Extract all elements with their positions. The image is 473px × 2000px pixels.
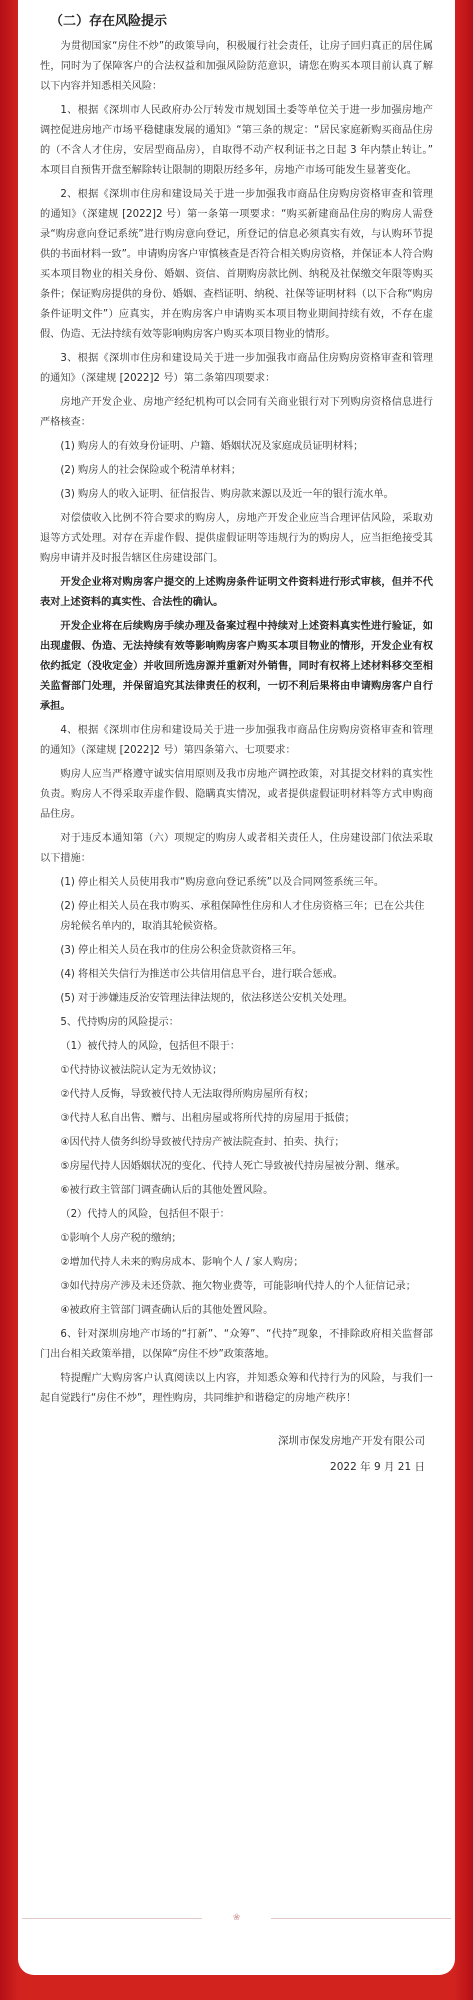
section-heading: （二）存在风险提示 [50,14,168,29]
list-item: ③代持人私自出售、赠与、出租房屋或将所代持的房屋用于抵债； [60,1113,355,1124]
notice-date: 2022 年 9 月 21 日 [330,1461,425,1473]
paragraph-honesty: 购房人应当严格遵守诚实信用原则及我市房地产调控政策，对其提交材料的真实性负责。购房人不得采取弄虚作假、隐瞒真实情况，或者提供虚假证明材料等方式申购商品住房。 [40,769,433,820]
paragraph-item-2: 2、根据《深圳市住房和建设局关于进一步加强我市商品住房购房资格审查和管理的通知》（深建规 [2022]2 号）第一条第一项要求：“购买新建商品住房的购房人需登录“购房意向登记系统”进行购房意向登记，所登记的信息必须真实有效，与认购环节提供的书面材料一致”。申请购房客户审慎核查是否符合相关购房资格，并保证本人符合购买本项目物业的相关身份、婚姻、资信、首期购房款比例、纳税及社保缴交年限等购买条件；保证购房提供的身份、婚姻、查档证明、纳税、社保等证明材料（以下合称“购房条件证明文件”）应真实，并在购房客户申请购买本项目物业期间持续有效，不存在虚假、伪造、无法持续有效等影响购房客户购买本项目物业的情形。 [40,189,433,340]
list-item: ④因代持人债务纠纷导致被代持房产被法院查封、拍卖、执行； [60,1137,345,1148]
paragraph-item-6: 6、针对深圳房地产市场的“打新”、“众筹”、“代持”现象，不排除政府相关监督部门出台相关政策举措，以保障“房住不炒”政策落地。 [40,1329,433,1360]
footer-divider [22,1913,451,1923]
paragraph-debt-ratio: 对偿债收入比例不符合要求的购房人，房地产开发企业应当合理评估风险，采取劝退等方式处理。对存在弄虚作假、提供虚假证明等违规行为的购房人，应当拒绝接受其购房申请并及时报告辖区住房建设部门。 [40,513,433,564]
list-item: 5、代持购房的风险提示： [60,1017,179,1028]
list-item: ④被政府主管部门调查确认后的其他处置风险。 [60,1305,274,1316]
paragraph-measures: 对于违反本通知第（六）项规定的购房人或者相关责任人，住房建设部门依法采取以下措施： [40,833,433,864]
list-item: ①影响个人房产税的缴纳； [60,1233,182,1244]
list-item: (3) 停止相关人员在我市的住房公积金贷款资格三年。 [60,945,303,956]
paragraph-verification: 开发企业将在后续购房手续办理及备案过程中持续对上述资料真实性进行验证，如出现虚假、伪造、无法持续有效等影响购房客户购买本项目物业的情形，开发企业有权依约抵定（没收定金）并收回所选房源并重新对外销售，同时有权将上述材料移交至相关监督部门处理，并保留追究其法律责任的权利，一切不利后果将由申请购房客户自行承担。 [40,621,433,712]
list-item: ①代持协议被法院认定为无效协议； [60,1065,223,1076]
list-item: (1) 停止相关人员使用我市“购房意向登记系统”以及合同网签系统三年。 [60,877,385,888]
list-item: (5) 对于涉嫌违反治安管理法律法规的，依法移送公安机关处理。 [60,993,354,1004]
paragraph-intro: 为贯彻国家“房住不炒”的政策导向，积极履行社会责任，让房子回归真正的居住属性，同时为了保障客户的合法权益和加强风险防范意识，请您在购买本项目前认真了解以下内容并知悉相关风险： [40,41,433,92]
list-item: ②增加代持人未来的购房成本、影响个人 / 家人购房； [60,1257,304,1268]
list-item: （1）被代持人的风险，包括但不限于： [60,1041,241,1052]
list-item: (2) 停止相关人员在我市购买、承租保障性住房和人才住房资格三年；已在公共住房轮候名单内的，取消其轮候资格。 [60,901,425,932]
notice-paper [18,0,455,1975]
divider-line-left [22,1918,202,1919]
list-item: (3) 购房人的收入证明、征信报告、购房款来源以及近一年的银行流水单。 [60,489,394,500]
paragraph-item-3-detail: 房地产开发企业、房地产经纪机构可以会同有关商业银行对下列购房资格信息进行严格核查： [40,397,433,428]
list-item: (2) 购房人的社会保险或个税清单材料； [60,465,242,476]
paragraph-item-1: 1、根据《深圳市人民政府办公厅转发市规划国土委等单位关于进一步加强房地产调控促进房地产市场平稳健康发展的通知》“第三条的规定：“居民家庭新购买商品住房的（不含人才住房，安居型商品房），自取得不动产权利证书之日起 3 年内禁止转让。” 本项目自预售开盘至解除转让限制的期限历经多年，房地产市场可能发生显著变化。 [40,105,433,176]
company-signature: 深圳市保发房地产开发有限公司 [278,1435,425,1447]
flower-icon: ❀ [232,1913,241,1923]
list-item: ⑤房屋代持人因婚姻状况的变化、代持人死亡导致被代持房屋被分割、继承。 [60,1161,406,1172]
list-item: (4) 将相关失信行为推送市公共信用信息平台，进行联合惩戒。 [60,969,343,980]
paragraph-item-4: 4、根据《深圳市住房和建设局关于进一步加强我市商品住房购房资格审查和管理的通知》（深建规 [2022]2 号）第四条第六、七项要求： [40,725,433,756]
list-item: (1) 购房人的有效身份证明、户籍、婚姻状况及家庭成员证明材料； [60,441,364,452]
list-item: ②代持人反悔，导致被代持人无法取得所购房屋所有权； [60,1089,315,1100]
list-item: （2）代持人的风险，包括但不限于： [60,1209,230,1220]
divider-line-right [271,1918,451,1919]
paragraph-item-3: 3、根据《深圳市住房和建设局关于进一步加强我市商品住房购房资格审查和管理的通知》（深建规 [2022]2 号）第二条第四项要求： [40,353,433,384]
list-item: ③如代持房产涉及未还贷款、拖欠物业费等，可能影响代持人的个人征信记录； [60,1281,416,1292]
paragraph-formal-review: 开发企业将对购房客户提交的上述购房条件证明文件资料进行形式审核，但并不代表对上述资料的真实性、合法性的确认。 [40,577,433,608]
paragraph-reminder: 特提醒广大购房客户认真阅读以上内容，并知悉众筹和代持行为的风险，与我们一起自觉践行“房住不炒”，理性购房，共同维护和谐稳定的房地产秩序！ [40,1373,433,1404]
list-item: ⑥被行政主管部门调查确认后的其他处置风险。 [60,1185,274,1196]
